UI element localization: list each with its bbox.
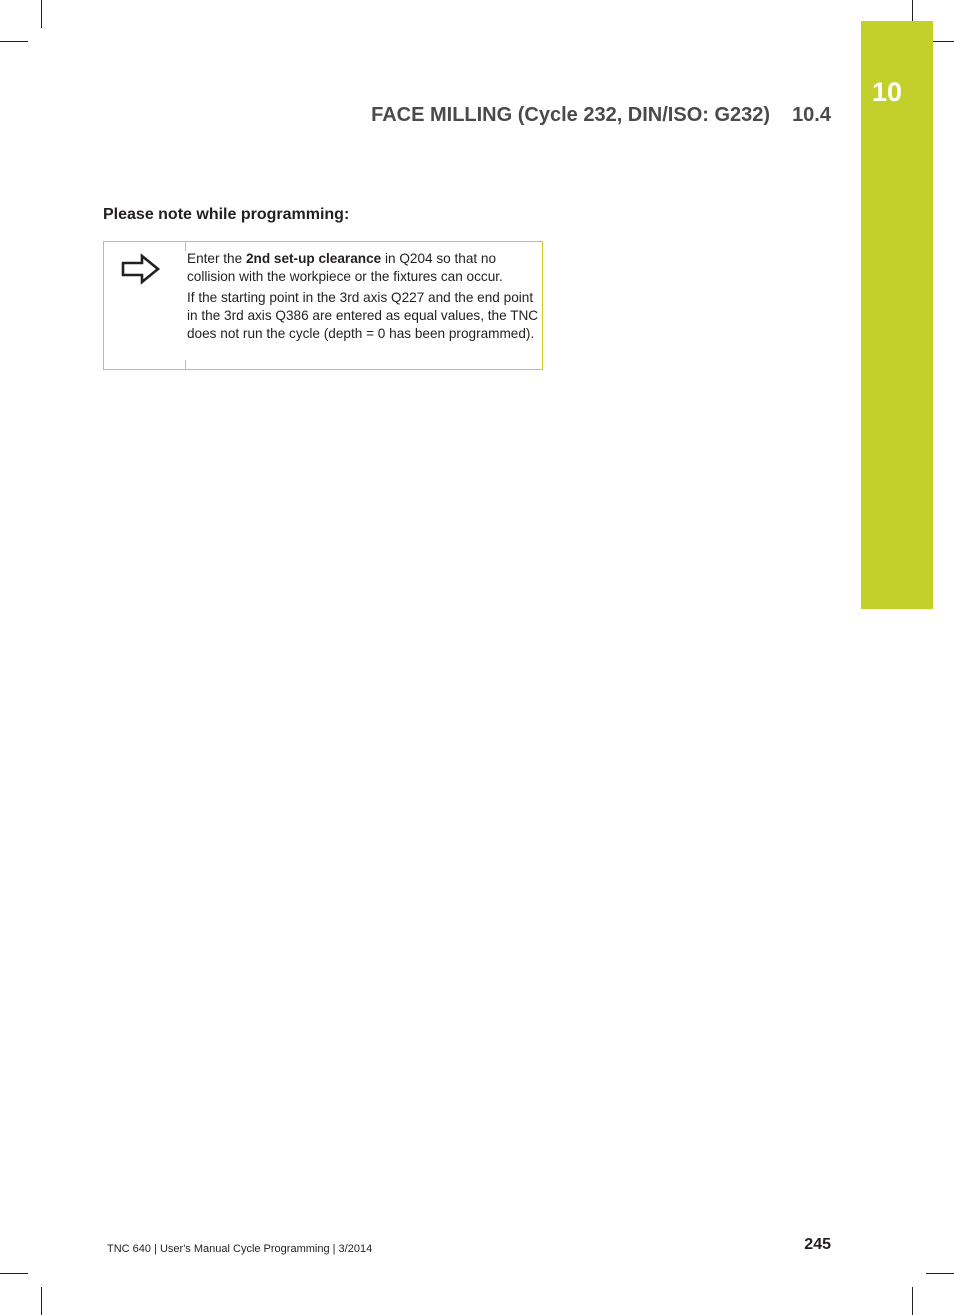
page-header — [371, 104, 831, 127]
arrow-right-icon — [120, 252, 162, 286]
crop-mark — [0, 1273, 28, 1274]
crop-mark — [41, 0, 42, 28]
note-text-run: in Q204 so that no collision with the workpiece or the fixtures can occur. — [187, 251, 503, 284]
footer-text: TNC 640 | User's Manual Cycle Programming | 3/2014 — [107, 1243, 373, 1255]
chapter-number: 10 — [871, 77, 903, 107]
crop-mark — [912, 1287, 913, 1315]
crop-mark — [926, 1273, 954, 1274]
note-paragraph — [187, 250, 539, 286]
crop-mark — [0, 41, 28, 42]
note-divider — [185, 360, 186, 370]
chapter-tab — [861, 21, 933, 609]
header-title: FACE MILLING (Cycle 232, DIN/ISO: G232) — [371, 104, 771, 126]
section-number: 10.4 — [792, 104, 831, 126]
subheading: Please note while programming: — [103, 206, 350, 223]
note-text — [187, 250, 539, 346]
page-number: 245 — [804, 1236, 831, 1253]
note-box — [103, 241, 543, 370]
note-emphasis: 2nd set-up clearance — [245, 251, 382, 266]
crop-mark — [41, 1287, 42, 1315]
note-paragraph: If the starting point in the 3rd axis Q227 and the end point in the 3rd axis Q386 are entered as equal values, the TNC does not run the cycle (depth = 0 has been programmed). — [187, 290, 539, 341]
note-text-run: Enter the — [187, 251, 246, 266]
note-divider — [185, 241, 186, 251]
